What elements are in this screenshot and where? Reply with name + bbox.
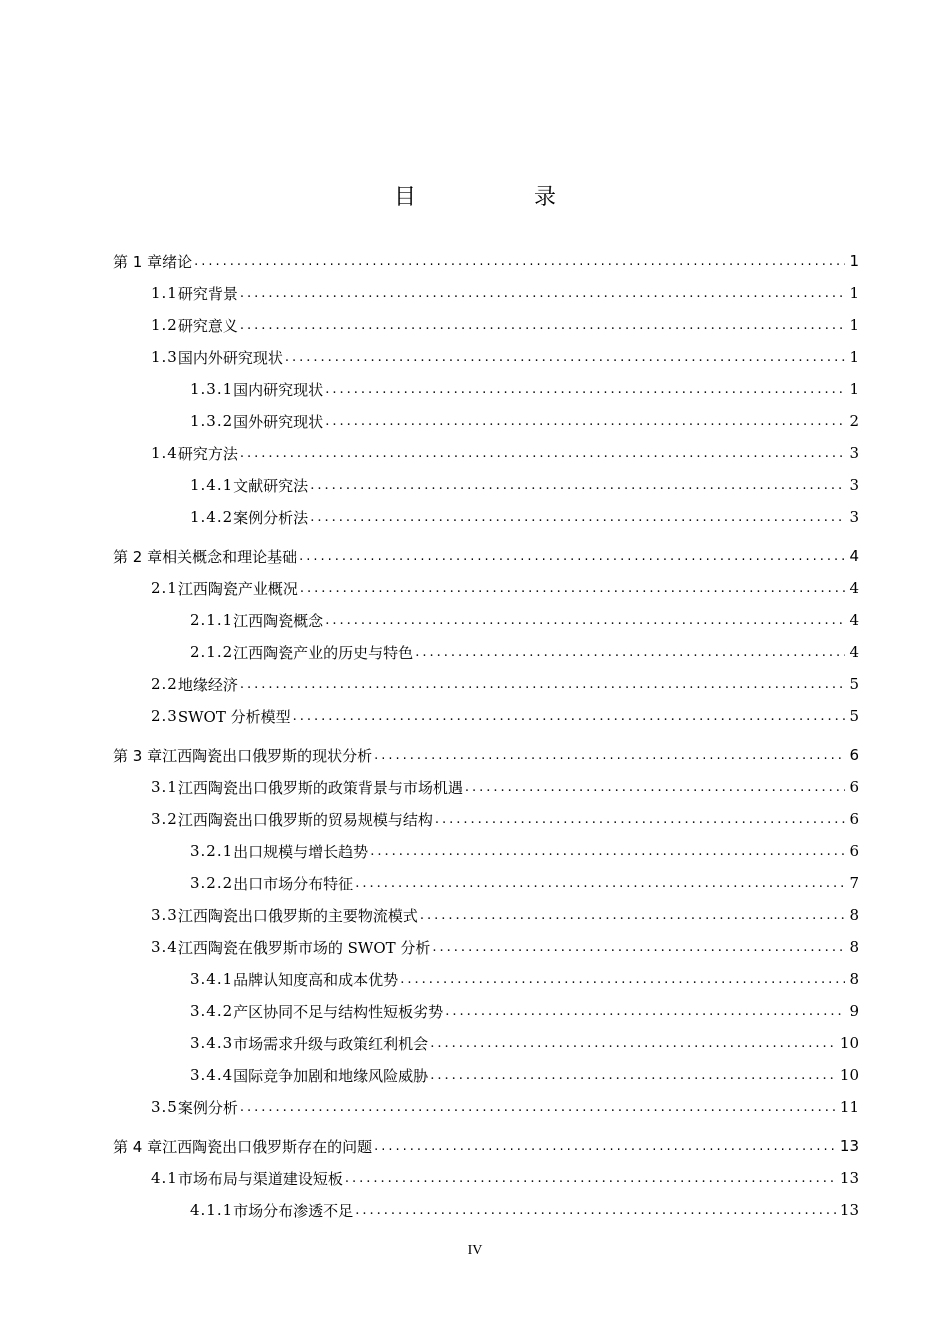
toc-entry-label: 国内外研究现状 [177, 348, 283, 367]
toc-entry[interactable] [113, 636, 859, 668]
toc-entry[interactable] [113, 1027, 859, 1059]
toc-entry-label: 研究方法 [177, 444, 238, 463]
toc-entry-page: 2 [849, 412, 859, 430]
toc-entry-label: 案例分析 [177, 1098, 238, 1117]
toc-entry-page: 10 [839, 1034, 859, 1052]
toc-entry-label: 品牌认知度高和成本优势 [233, 970, 399, 989]
toc-leader-dots [299, 549, 845, 564]
toc-entry-page: 1 [849, 380, 859, 398]
toc-entry-page: 1 [849, 284, 859, 302]
toc-entry-number: 1.2 [151, 316, 178, 334]
toc-leader-dots [420, 908, 846, 923]
toc-entry-number: 3.4.4 [190, 1066, 234, 1084]
toc-entry-number: 1.3 [151, 348, 178, 366]
toc-entry[interactable] [113, 309, 859, 341]
toc-entry-number: 第 3 章 [113, 746, 163, 765]
toc-entry-page: 3 [849, 444, 859, 462]
toc-entry-label: 市场分布渗透不足 [233, 1201, 354, 1220]
toc-entry-number: 3.4.2 [190, 1002, 234, 1020]
toc-entry-label: 江西陶瓷出口俄罗斯的主要物流模式 [177, 906, 418, 925]
toc-entry-number: 1.3.1 [190, 380, 234, 398]
toc-entry-label: 研究意义 [177, 316, 238, 335]
toc-entry[interactable] [113, 373, 859, 405]
toc-leader-dots [355, 1203, 836, 1218]
toc-entry[interactable] [113, 405, 859, 437]
toc-entry-number: 2.1.1 [190, 611, 234, 629]
toc-leader-dots [400, 972, 845, 987]
toc-chapter-entry[interactable] [113, 540, 859, 572]
toc-entry-number: 第 1 章 [113, 252, 163, 271]
toc-leader-dots [240, 446, 846, 461]
toc-entry-label: 江西陶瓷出口俄罗斯存在的问题 [162, 1137, 373, 1156]
toc-leader-dots [285, 350, 846, 365]
toc-entry-number: 3.3 [151, 906, 178, 924]
toc-leader-dots [415, 645, 845, 660]
toc-entry[interactable] [113, 931, 859, 963]
toc-entry-page: 9 [849, 1002, 859, 1020]
toc-leader-dots [293, 709, 846, 724]
toc-entry-number: 3.1 [151, 778, 178, 796]
toc-entry-page: 4 [849, 611, 859, 629]
toc-entry-label: 江西陶瓷出口俄罗斯的政策背景与市场机遇 [177, 778, 463, 797]
toc-entry-page: 5 [849, 675, 859, 693]
toc-entry-page: 10 [839, 1066, 859, 1084]
toc-entry-label: 案例分析法 [233, 508, 309, 527]
toc-leader-dots [445, 1004, 845, 1019]
table-of-contents [113, 245, 859, 1226]
toc-entry[interactable] [113, 437, 859, 469]
toc-leader-dots [435, 812, 846, 827]
toc-entry[interactable] [113, 963, 859, 995]
toc-entry-page: 4 [849, 643, 859, 661]
toc-entry[interactable] [113, 771, 859, 803]
toc-entry[interactable] [113, 1059, 859, 1091]
page-number: IV [467, 1243, 483, 1258]
toc-entry-page: 11 [839, 1098, 859, 1116]
toc-leader-dots [374, 1139, 836, 1154]
toc-entry-page: 1 [849, 348, 859, 366]
toc-entry-label: 国际竞争加剧和地缘风险威胁 [233, 1066, 429, 1085]
toc-entry-page: 5 [849, 707, 859, 725]
toc-entry-number: 第 2 章 [113, 547, 163, 566]
toc-leader-dots [355, 876, 845, 891]
toc-entry-page: 6 [849, 842, 859, 860]
toc-entry[interactable] [113, 995, 859, 1027]
toc-leader-dots [194, 254, 845, 269]
toc-entry-label: 出口规模与增长趋势 [233, 842, 369, 861]
toc-entry-label: 文献研究法 [233, 476, 309, 495]
toc-entry-label: 江西陶瓷出口俄罗斯的现状分析 [162, 746, 373, 765]
toc-leader-dots [432, 940, 845, 955]
toc-entry-page: 6 [849, 810, 859, 828]
toc-entry[interactable] [113, 700, 859, 732]
toc-entry[interactable] [113, 1091, 859, 1123]
toc-entry-page: 7 [849, 874, 859, 892]
toc-entry-number: 4.1.1 [190, 1201, 234, 1219]
toc-entry-label: 产区协同不足与结构性短板劣势 [233, 1002, 444, 1021]
toc-entry-number: 3.4.1 [190, 970, 234, 988]
toc-entry-page: 8 [849, 970, 859, 988]
toc-entry[interactable] [113, 1194, 859, 1226]
toc-entry-page: 4 [849, 547, 859, 565]
toc-entry-label: 江西陶瓷出口俄罗斯的贸易规模与结构 [177, 810, 433, 829]
toc-chapter-entry[interactable] [113, 1130, 859, 1162]
toc-entry[interactable] [113, 899, 859, 931]
toc-chapter-entry[interactable] [113, 245, 859, 277]
toc-entry[interactable] [113, 341, 859, 373]
toc-entry-number: 3.2.1 [190, 842, 234, 860]
toc-leader-dots [240, 318, 846, 333]
toc-entry-page: 3 [849, 508, 859, 526]
toc-entry-number: 3.2.2 [190, 874, 234, 892]
toc-leader-dots [240, 286, 846, 301]
toc-entry[interactable] [113, 277, 859, 309]
toc-entry-page: 4 [849, 579, 859, 597]
toc-leader-dots [325, 613, 845, 628]
toc-entry-number: 2.2 [151, 675, 178, 693]
toc-leader-dots [240, 1100, 836, 1115]
toc-leader-dots [370, 844, 845, 859]
toc-entry[interactable] [113, 604, 859, 636]
toc-entry-page: 6 [849, 778, 859, 796]
toc-leader-dots [310, 478, 845, 493]
toc-leader-dots [430, 1068, 836, 1083]
toc-entry-number: 1.4.2 [190, 508, 234, 526]
toc-entry-label: 江西陶瓷在俄罗斯市场的 SWOT 分析 [177, 938, 431, 957]
toc-title: 目 录 [393, 185, 604, 210]
toc-entry[interactable] [113, 803, 859, 835]
toc-entry-number: 2.1 [151, 579, 178, 597]
toc-leader-dots [310, 510, 845, 525]
toc-chapter-entry[interactable] [113, 739, 859, 771]
toc-entry-number: 1.1 [151, 284, 178, 302]
toc-entry-number: 4.1 [151, 1169, 178, 1187]
toc-leader-dots [325, 414, 845, 429]
toc-entry-label: 市场需求升级与政策红利机会 [233, 1034, 429, 1053]
toc-entry[interactable] [113, 501, 859, 533]
toc-entry[interactable] [113, 835, 859, 867]
toc-entry[interactable] [113, 867, 859, 899]
toc-entry-label: 江西陶瓷概念 [233, 611, 324, 630]
toc-entry-page: 13 [839, 1169, 859, 1187]
toc-entry-label: 市场布局与渠道建设短板 [177, 1169, 343, 1188]
toc-entry-number: 1.3.2 [190, 412, 234, 430]
toc-leader-dots [430, 1036, 836, 1051]
toc-entry-page: 13 [839, 1137, 859, 1155]
toc-entry-number: 1.4.1 [190, 476, 234, 494]
toc-entry-number: 3.2 [151, 810, 178, 828]
toc-entry-number: 第 4 章 [113, 1137, 163, 1156]
toc-entry-label: 国内研究现状 [233, 380, 324, 399]
toc-entry-label: 研究背景 [177, 284, 238, 303]
toc-leader-dots [374, 748, 845, 763]
toc-entry-number: 3.4.3 [190, 1034, 234, 1052]
toc-entry-label: 绪论 [162, 252, 193, 271]
toc-entry-page: 6 [849, 746, 859, 764]
toc-entry-number: 3.4 [151, 938, 178, 956]
toc-entry-number: 3.5 [151, 1098, 178, 1116]
toc-entry-number: 2.1.2 [190, 643, 234, 661]
toc-entry-page: 1 [849, 252, 859, 270]
toc-entry-label: 出口市场分布特征 [233, 874, 354, 893]
toc-entry[interactable] [113, 469, 859, 501]
toc-entry-page: 8 [849, 906, 859, 924]
toc-leader-dots [240, 677, 846, 692]
toc-leader-dots [325, 382, 845, 397]
toc-leader-dots [300, 581, 846, 596]
toc-entry-label: 地缘经济 [177, 675, 238, 694]
toc-entry-page: 1 [849, 316, 859, 334]
toc-leader-dots [465, 780, 846, 795]
toc-entry-number: 1.4 [151, 444, 178, 462]
toc-entry-page: 13 [839, 1201, 859, 1219]
toc-entry-number: 2.3 [151, 707, 178, 725]
toc-entry-label: 相关概念和理论基础 [162, 547, 298, 566]
toc-entry-label: 江西陶瓷产业概况 [177, 579, 298, 598]
toc-entry-page: 3 [849, 476, 859, 494]
toc-entry[interactable] [113, 572, 859, 604]
toc-entry[interactable] [113, 1162, 859, 1194]
toc-entry[interactable] [113, 668, 859, 700]
toc-entry-label: 江西陶瓷产业的历史与特色 [233, 643, 414, 662]
toc-leader-dots [345, 1171, 836, 1186]
toc-entry-label: 国外研究现状 [233, 412, 324, 431]
toc-entry-label: SWOT 分析模型 [177, 707, 291, 726]
toc-entry-page: 8 [849, 938, 859, 956]
